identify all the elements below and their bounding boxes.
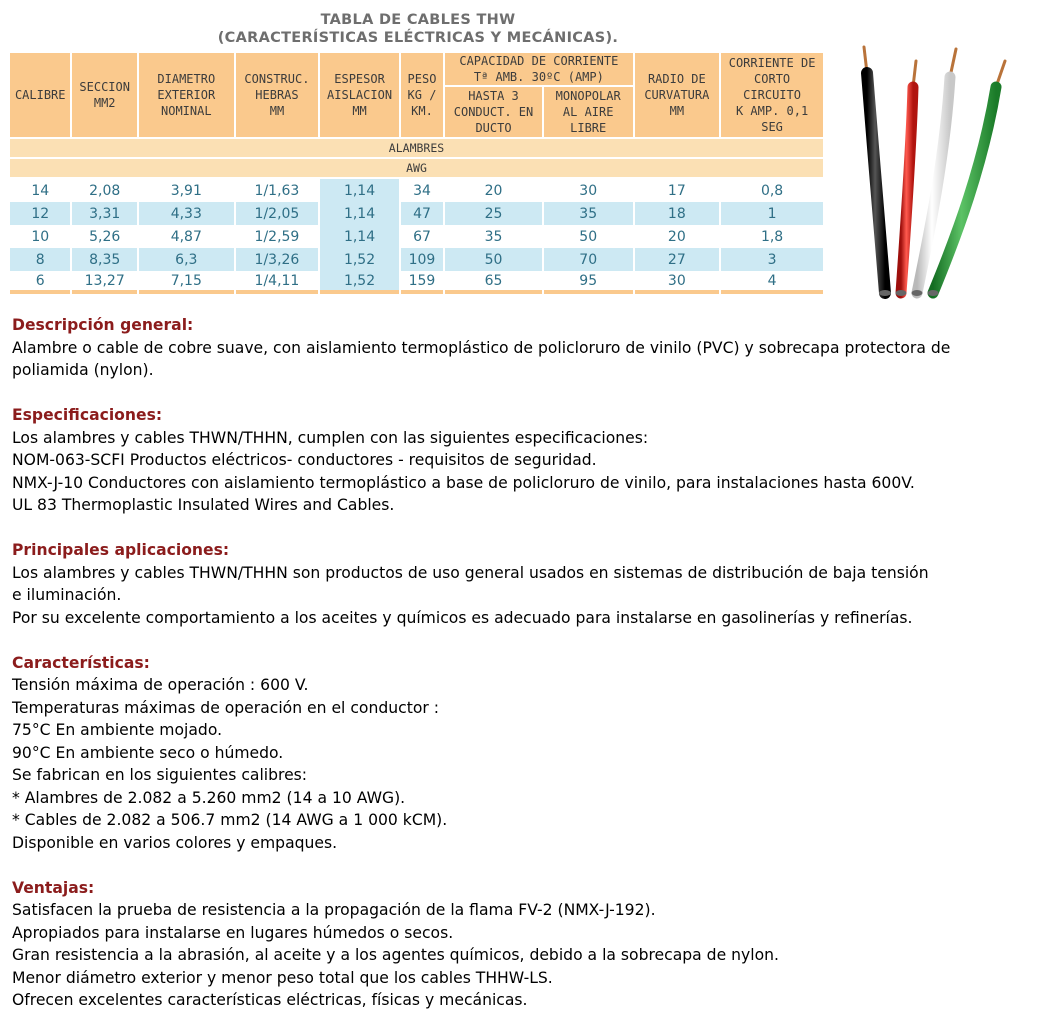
table-cell: 12: [10, 202, 70, 225]
section-heading: Características:: [12, 653, 150, 672]
section-line: Gran resistencia a la abrasión, al aceite y a los agentes químicos, debido a la sobrecapa de nylon.: [12, 946, 779, 964]
table-cell: 109: [401, 248, 443, 271]
table-cell: 25: [445, 202, 542, 225]
table-title: [8, 11, 828, 47]
section-line: Apropiados para instalarse en lugares húmedos o secos.: [12, 923, 454, 942]
table-cell: 6,3: [139, 248, 234, 271]
section-line: 90°C En ambiente seco o húmedo.: [12, 743, 284, 762]
table-cell: 1,52: [320, 271, 399, 294]
section-line: Ofrecen excelentes características eléctricas, físicas y mecánicas.: [12, 991, 528, 1009]
section-caracteristicas: [12, 652, 1047, 855]
section-ventajas: [12, 877, 1047, 1012]
col-header-peso: PESO KG / KM.: [401, 53, 443, 139]
table-cell: 1/2,05: [236, 202, 319, 225]
table-cell: 50: [445, 248, 542, 271]
section-line: Disponible en varios colores y empaques.: [12, 833, 338, 852]
section-line: Menor diámetro exterior y menor peso total que los cables THHW-LS.: [12, 968, 553, 987]
table-row: [10, 248, 823, 271]
section-heading: Ventajas:: [12, 878, 95, 897]
table-cell: 30: [635, 271, 720, 294]
section-especificaciones: [12, 404, 1047, 517]
table-cell: 4,87: [170, 228, 202, 245]
table-body: [10, 179, 823, 294]
table-cell: 0,8: [760, 182, 784, 199]
col-header-corto-circuito: CORRIENTE DE CORTO CIRCUITO K AMP. 0,1 SEG: [721, 53, 823, 139]
table-cell: 50: [579, 228, 598, 245]
band-alambres: ALAMBRES: [10, 139, 823, 159]
table-cell: 27: [635, 248, 720, 271]
table-cell: 18: [635, 202, 720, 225]
col-header-monopolar: MONOPOLAR AL AIRE LIBRE: [544, 87, 633, 139]
table-cell: 35: [484, 228, 503, 245]
table-cell: 8,35: [72, 248, 136, 271]
col-header-hasta-3: HASTA 3 CONDUCT. EN DUCTO: [445, 87, 542, 139]
section-line: NOM-063-SCFI Productos eléctricos- conductores - requisitos de seguridad.: [12, 451, 597, 469]
table-cell: 7,15: [139, 271, 234, 294]
table-cell: 1,52: [320, 248, 399, 271]
table-title-line-1: TABLA DE CABLES THW: [320, 12, 516, 28]
section-heading: Especificaciones:: [12, 406, 163, 424]
section-aplicaciones: [12, 539, 1047, 629]
col-header-seccion: SECCION MM2: [72, 53, 136, 139]
table-cell: 1/4,11: [236, 271, 319, 294]
table-cell: 4,33: [139, 202, 234, 225]
table-cell: 1,14: [320, 179, 399, 202]
copper-tips: [864, 47, 1005, 87]
table-cell: 13,27: [72, 271, 136, 294]
table-cell: 1,14: [320, 225, 399, 248]
table-row: [10, 271, 823, 294]
section-line: 75°C En ambiente mojado.: [12, 721, 223, 739]
section-line: * Alambres de 2.082 a 5.260 mm2 (14 a 10 AWG).: [12, 788, 406, 807]
col-header-diametro: DIAMETRO EXTERIOR NOMINAL: [139, 53, 234, 139]
table-cell: 1/1,63: [254, 182, 300, 199]
col-header-construccion: CONSTRUC. HEBRAS MM: [236, 53, 319, 139]
col-header-capacidad: CAPACIDAD DE CORRIENTE Tª AMB. 30ºC (AMP): [445, 53, 632, 87]
table-cell: 67: [413, 228, 431, 245]
table-cell: 20: [667, 228, 686, 245]
table-cell: 35: [544, 202, 633, 225]
col-header-calibre: CALIBRE: [10, 53, 70, 139]
section-line: Alambre o cable de cobre suave, con aislamiento termoplástico de policloruro de vinilo (PVC) y sobrecapa protectora de: [12, 338, 951, 357]
section-line: Temperaturas máximas de operación en el conductor :: [12, 698, 439, 717]
table-cell: 8: [10, 248, 70, 271]
table-cell: 3,91: [170, 182, 202, 199]
table-cell: 1: [721, 202, 823, 225]
table-cell: 65: [445, 271, 542, 294]
red-wire-icon: [901, 87, 913, 293]
table-cell: 1,8: [760, 228, 784, 245]
table-cell: 4: [721, 271, 823, 294]
section-descripcion: [12, 314, 1047, 382]
section-line: * Cables de 2.082 a 506.7 mm2 (14 AWG a 1 000 kCM).: [12, 811, 448, 829]
section-line: Por su excelente comportamiento a los aceites y químicos es adecuado para instalarse en gasolinerías y refinerías.: [12, 608, 913, 627]
table-cell: 6: [10, 271, 70, 294]
table-row: [10, 225, 823, 248]
section-heading: Principales aplicaciones:: [12, 541, 230, 559]
table-cell: 70: [544, 248, 633, 271]
band-awg: AWG: [10, 159, 823, 179]
col-header-radio: RADIO DE CURVATURA MM: [635, 53, 720, 139]
table-cell: 5,26: [89, 228, 121, 245]
table-cell: 34: [413, 182, 431, 199]
table-cell: 95: [544, 271, 633, 294]
section-line: Tensión máxima de operación : 600 V.: [12, 676, 309, 694]
section-line: NMX-J-10 Conductores con aislamiento termoplástico a base de policloruro de vinilo, para instalaciones hasta 600V.: [12, 473, 915, 492]
table-cell: 1/2,59: [254, 228, 300, 245]
table-cell: 17: [667, 182, 686, 199]
section-line: poliamida (nylon).: [12, 361, 154, 379]
table-row: [10, 179, 823, 202]
table-cell: 1/3,26: [236, 248, 319, 271]
table-cell: 47: [401, 202, 443, 225]
section-line: Los alambres y cables THWN/THHN, cumplen con las siguientes especificaciones:: [12, 428, 649, 447]
table-cell: 30: [579, 182, 598, 199]
table-cell: 3: [721, 248, 823, 271]
wires-image: [835, 35, 1045, 310]
section-line: Los alambres y cables THWN/THHN son productos de uso general usados en sistemas de distribución de baja tensión: [12, 563, 929, 582]
section-line: Se fabrican en los siguientes calibres:: [12, 766, 308, 784]
section-line: e iluminación.: [12, 586, 122, 604]
section-line: Satisfacen la prueba de resistencia a la propagación de la flama FV-2 (NMX-J-192).: [12, 901, 656, 919]
table-cell: 2,08: [89, 182, 121, 199]
table-title-line-2: (CARACTERÍSTICAS ELÉCTRICAS Y MECÁNICAS).: [217, 30, 619, 46]
table-cell: 1,14: [320, 202, 399, 225]
section-heading: Descripción general:: [12, 316, 194, 334]
table-row: [10, 202, 823, 225]
cable-specs-table: [8, 53, 825, 294]
table-cell: 3,31: [72, 202, 136, 225]
section-line: UL 83 Thermoplastic Insulated Wires and Cables.: [12, 496, 395, 514]
table-cell: 14: [31, 182, 50, 199]
table-cell: 10: [31, 228, 50, 245]
content: [12, 314, 1047, 1034]
table-cell: 159: [401, 271, 443, 294]
table-cell: 20: [484, 182, 503, 199]
black-wire-icon: [867, 73, 885, 293]
col-header-espesor: ESPESOR AISLACION MM: [320, 53, 399, 139]
